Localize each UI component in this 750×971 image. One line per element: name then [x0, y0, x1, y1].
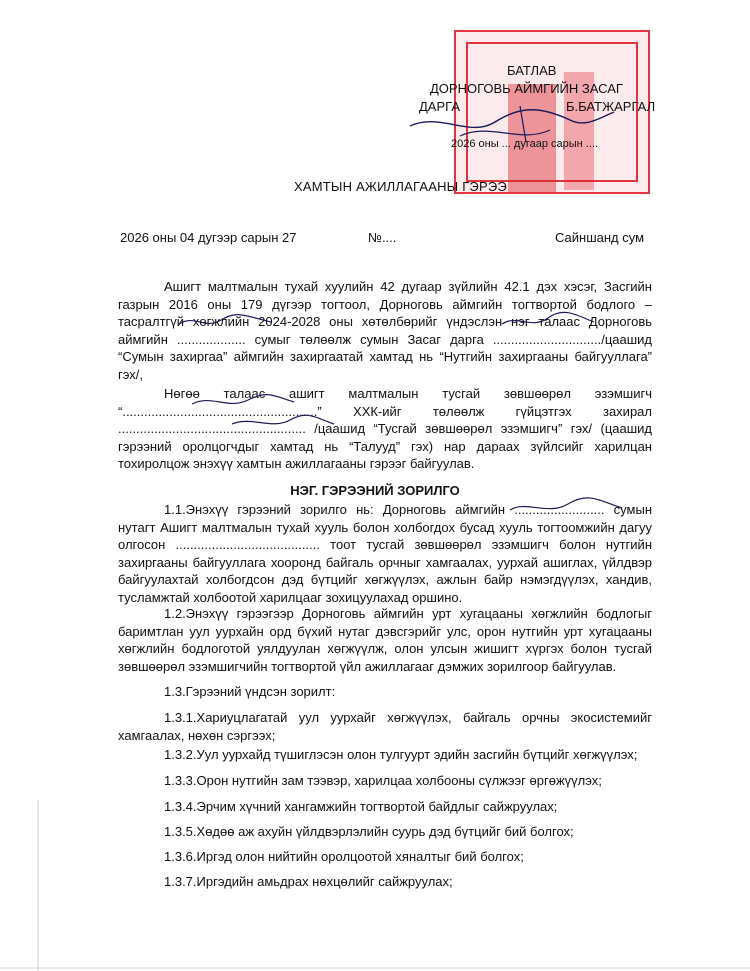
approval-line-2: ДОРНОГОВЬ АЙМГИЙН ЗАСАГ [430, 81, 623, 96]
intro-paragraph-1: Ашигт малтмалын тухай хуулийн 42 дугаар зүйлийн 42.1 дэх хэсэг, Засгийн газрын 2016 оны 179 дүгээр тогтоол, Дорноговь аймгийн тогтвортой бодлого – тасралтгүй хөгжлийн 2024-2028 оны хөтөлбөрийг үндэслэн нэг талаас Дорноговь аймгийн ................... сумыг төлөөлж сумын Засаг дарга ............................../цаашид “Сумын захиргаа” аймгийн захиргаатай хамтад нь “Нутгийн захиргааны байгууллага” гэх/, [118, 279, 652, 382]
contract-date: 2026 оны 04 дугээр сарын 27 [120, 230, 297, 245]
handwritten-governor-name [498, 310, 598, 332]
document-title: ХАМТЫН АЖИЛЛАГААНЫ ГЭРЭЭ [294, 179, 507, 194]
contract-number: №.... [368, 230, 397, 245]
handwritten-director-name [228, 412, 338, 432]
clause-1-2: 1.2.Энэхүү гэрээгээр Дорноговь аймгийн урт хугацааны хөгжлийн бодлогыг баримтлан уул уурхайн орд бүхий нутаг дэвсгэрийг улс, орон нутгийн урт хугацааны хөгжлийн бодлоготой уялдуулан хөгжүүлж, олон улсын жишигт хүргэх болон тусгай зөвшөөрөл эзэмшигчийн тогтвортой үйл ажиллагааг дэмжих зорилгоор байгуулав. [118, 606, 652, 674]
goal-item: 1.3.7.Иргэдийн амьдрах нөхцөлийг сайжруулах; [164, 874, 453, 889]
governor-signature [400, 92, 620, 152]
intro-paragraph-2: Нөгөө талаас ашигт малтмалын тусгай зөвшөөрөл эзэмшигч “......................................................” ХХК-ийг төлөөлж гүйцэтгэх захирал .................................................... /цаашид “Тусгай зөвшөөрөл эзэмшигч” гэх/ (цаашид гэрээний оролцогчдыг хамтад нь “Талууд” гэх) нар дараах зүйлсийг харилцан тохиролцож энэхүү хамтын ажиллагааны гэрээг байгуулав. [118, 386, 652, 472]
section-heading-1: НЭГ. ГЭРЭЭНИЙ ЗОРИЛГО [290, 483, 460, 498]
goal-item: 1.3.3.Орон нутгийн зам тээвэр, харилцаа холбооны сүлжээг өргөжүүлэх; [164, 773, 602, 788]
goal-item: 1.3.6.Иргэд олон нийтийн оролцоотой хяналтыг бий болгох; [164, 849, 524, 864]
approval-line-1: БАТЛАВ [507, 63, 557, 78]
contract-place: Сайншанд сум [555, 230, 645, 245]
goal-item: 1.3.2.Уул уурхайд түшиглэсэн олон тулгуурт эдийн засгийн бүтцийг хөгжүүлэх; [164, 747, 638, 762]
approval-date: 2026 оны ... дугаар сарын .... [451, 138, 599, 150]
goal-item: 1.3.4.Эрчим хүчний хангамжийн тогтвортой байдлыг сайжруулах; [164, 799, 558, 814]
clause-1-1: 1.1.Энэхүү гэрээний зорилго нь: Дорноговь аймгийн ......................... сумын нутагт Ашигт малтмалын тухай хууль болон холбогдох бусад хууль тогтоомжийн дагуу олгосон ........................................ тоот тусгай зөвшөөрөл эзэмшигч болон нутгийн захиргааны байгууллага хооронд байгаль орчныг хамгаалах, уурхай ашиглах, үйлдвэр байгуулахтай холбогдсон дэд бүтцийг хөгжүүлэх, ажлын байр нэмэгдүүлэх, хандив, тусламжтай холбоотой харилцааг зохицуулахад оршино. [118, 502, 652, 605]
approval-line-3-left: ДАРГА [419, 99, 460, 114]
handwritten-soum-name-2 [506, 496, 626, 518]
clause-1-3: 1.3.Гэрээний үндсэн зорилт: [164, 684, 336, 699]
handwritten-soum-name [175, 312, 275, 332]
goal-item: 1.3.1.Хариуцлагатай уул уурхайг хөгжүүлэх, байгаль орчны экосистемийг хамгаалах, нөхөн сэргээх; [118, 710, 652, 743]
goal-item: 1.3.5.Хөдөө аж ахуйн үйлдвэрлэлийн суурь дэд бүтцийг бий болгох; [164, 824, 574, 839]
approval-line-3-right: Б.БАТЖАРГАЛ [566, 99, 656, 114]
handwritten-company-name [188, 392, 298, 412]
